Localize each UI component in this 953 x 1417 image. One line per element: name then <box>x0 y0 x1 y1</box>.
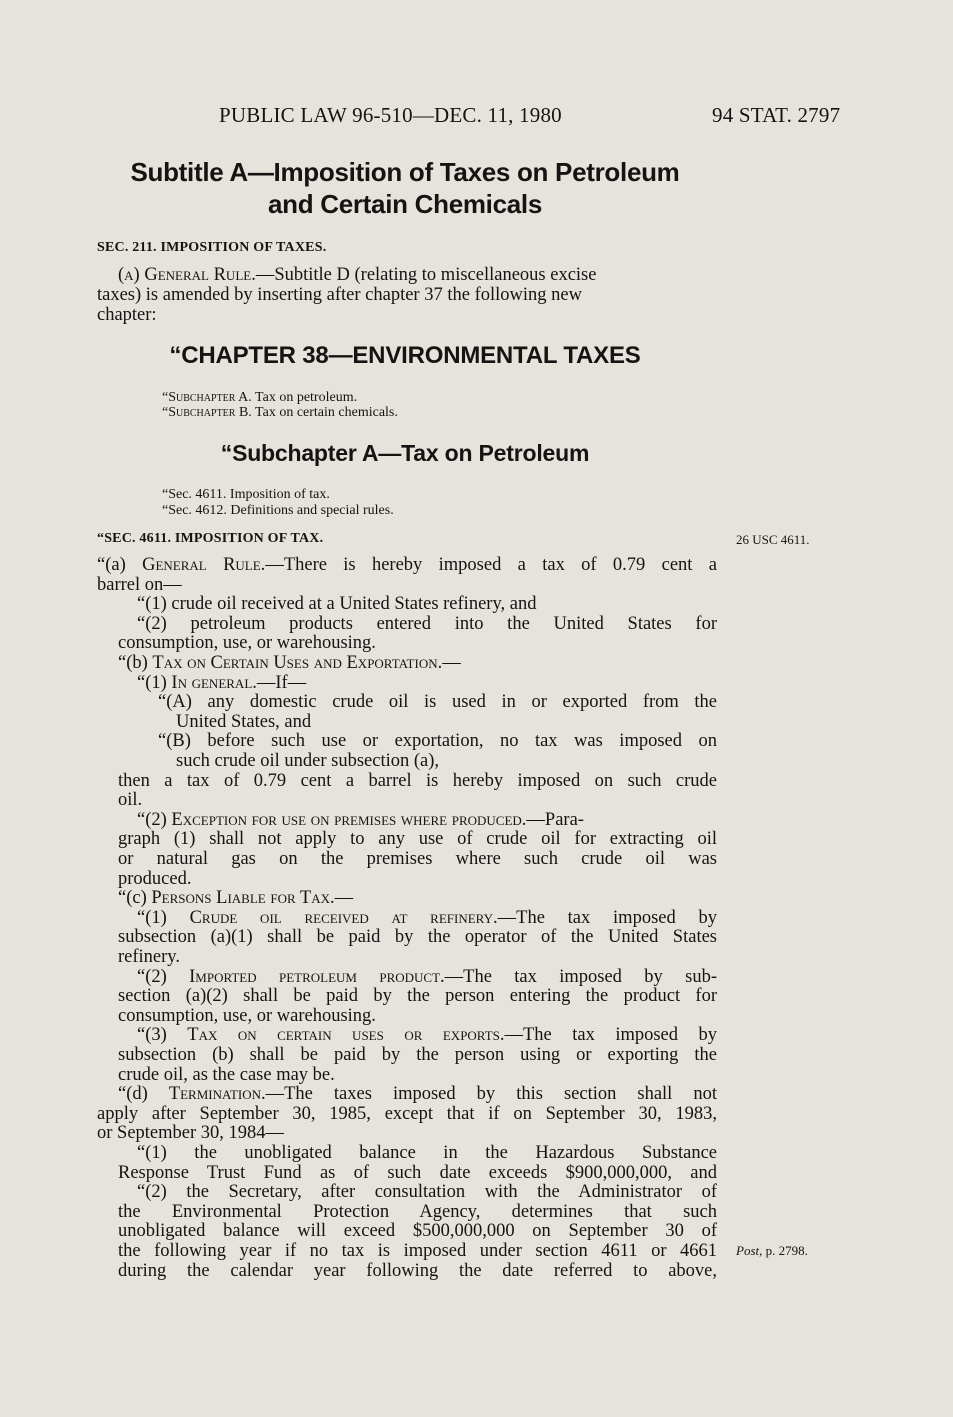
chapter-38-title: “CHAPTER 38—ENVIRONMENTAL TAXES <box>169 342 641 369</box>
section-4611-line <box>137 1183 717 1203</box>
section-4611-line <box>118 1066 335 1086</box>
line-text: —The tax imposed by <box>504 1025 717 1046</box>
line-text: —Para- <box>526 809 584 830</box>
section-4611-line <box>158 693 717 713</box>
run-in-heading: Tax on Certain Uses and Exportation. <box>152 653 443 673</box>
run-in-heading: Exception for use on premises where produced. <box>171 809 527 830</box>
section-4611-line <box>97 556 717 576</box>
section-4611-line <box>118 987 717 1007</box>
line-prefix: “(1) <box>137 907 190 928</box>
line-text: “(1) the unobligated balance in the Hazardous Substance <box>137 1143 717 1163</box>
running-header-left: PUBLIC LAW 96-510—DEC. 11, 1980 <box>219 103 562 127</box>
section-4611-line <box>137 968 717 988</box>
section-4611-line <box>118 850 717 870</box>
running-header-right: 94 STAT. 2797 <box>712 103 841 127</box>
section-211-paragraph-line2: taxes) is amended by inserting after chapter 37 the following new <box>97 285 582 305</box>
section-4611-line <box>118 1262 717 1282</box>
section-4611-line <box>137 811 584 831</box>
section-4611-line <box>118 948 180 968</box>
line-prefix: “(d) <box>118 1084 169 1105</box>
run-in-heading: Crude oil received at refinery. <box>189 907 498 928</box>
line-text: “(B) before such use or exportation, no tax was imposed on <box>158 731 717 752</box>
line-text: barrel on— <box>97 574 182 595</box>
line-text: subsection (b) shall be paid by the person using or exporting the <box>118 1045 717 1065</box>
line-text: graph (1) shall not apply to any use of crude oil for extracting oil <box>118 829 717 850</box>
line-prefix: “(a) <box>97 555 143 575</box>
section-4611-line <box>137 1026 717 1046</box>
line-text: “(1) crude oil received at a United States refinery, and <box>137 594 537 615</box>
line-text: “(A) any domestic crude oil is used in or exported from the <box>158 692 717 713</box>
section-4611-line <box>118 1222 717 1242</box>
line-text: “(2) petroleum products entered into the United States for <box>137 613 717 634</box>
line-text: or natural gas on the premises where such crude oil was <box>118 849 717 869</box>
run-in-heading: In general. <box>171 672 257 693</box>
section-4611-line <box>97 1105 717 1125</box>
subchapter-toc-sec-4612: “Sec. 4612. Definitions and special rules. <box>162 503 394 518</box>
line-text: — <box>442 653 461 673</box>
line-text: —The taxes imposed by this section shall not <box>265 1084 717 1105</box>
general-rule-label: (a) General Rule. <box>118 265 256 285</box>
line-text: consumption, use, or warehousing. <box>118 1005 376 1026</box>
line-prefix: “(c) <box>118 888 152 909</box>
section-4611-line <box>97 1124 284 1144</box>
section-4611-heading: “SEC. 4611. IMPOSITION OF TAX. <box>97 531 324 546</box>
line-text: apply after September 30, 1985, except that if on September 30, 1983, <box>97 1103 717 1124</box>
section-4611-line <box>176 713 311 733</box>
section-4611-line <box>118 928 717 948</box>
line-prefix: “(2) <box>137 966 190 987</box>
section-4611-line <box>118 1085 717 1105</box>
section-4611-line <box>158 732 717 752</box>
line-prefix: “(2) <box>137 809 172 830</box>
section-4611-line <box>137 595 536 615</box>
line-text: — <box>334 888 354 909</box>
line-text: subsection (a)(1) shall be paid by the operator of the United States <box>118 927 717 948</box>
subchapter-a-title: “Subchapter A—Tax on Petroleum <box>220 440 590 466</box>
section-4611-line <box>137 1144 717 1164</box>
subtitle-heading-line1: Subtitle A—Imposition of Taxes on Petroleum <box>130 157 680 187</box>
section-4611-line <box>118 830 717 850</box>
run-in-heading: Persons Liable for Tax. <box>151 888 335 909</box>
section-211-paragraph-line3: chapter: <box>97 305 157 325</box>
line-text: unobligated balance will exceed $500,000,000 on September 30 of <box>118 1221 717 1242</box>
general-rule-text: —Subtitle D (relating to miscellaneous excise <box>255 265 597 285</box>
chapter-toc-subchapter-b: “Subchapter B. Tax on certain chemicals. <box>162 405 398 420</box>
section-4611-line <box>118 634 376 654</box>
line-text: United States, and <box>176 711 312 732</box>
section-4611-line <box>97 576 182 596</box>
line-prefix: “(1) <box>137 672 172 693</box>
section-4611-line <box>176 752 439 772</box>
line-text: “(2) the Secretary, after consultation with the Administrator of <box>137 1182 717 1203</box>
run-in-heading: General Rule. <box>142 555 266 575</box>
section-211-paragraph-line1 <box>118 266 596 286</box>
section-4611-line <box>118 1203 717 1223</box>
chapter-toc-subchapter-a: “Subchapter A. Tax on petroleum. <box>162 390 358 405</box>
line-prefix: “(b) <box>118 653 153 673</box>
section-4611-line <box>137 674 306 694</box>
subtitle-heading-line2: and Certain Chemicals <box>267 189 542 219</box>
section-4611-line <box>137 615 717 635</box>
line-text: consumption, use, or warehousing. <box>118 633 376 654</box>
section-4611-line <box>137 909 717 929</box>
section-4611-line <box>118 1046 717 1066</box>
line-prefix: “(3) <box>137 1025 188 1046</box>
line-text: —The tax imposed by <box>497 907 717 928</box>
line-text: —There is hereby imposed a tax of 0.79 cent a <box>265 555 717 575</box>
section-4611-line <box>118 654 461 674</box>
margin-note-post: Post, p. 2798. <box>736 1243 808 1258</box>
line-text: produced. <box>118 868 192 889</box>
line-text: during the calendar year following the date referred to above, <box>118 1260 717 1281</box>
section-4611-line <box>118 791 142 811</box>
line-text: refinery. <box>118 947 180 967</box>
margin-note-usc: 26 USC 4611. <box>736 532 810 547</box>
section-4611-line <box>118 1007 376 1027</box>
line-text: oil. <box>118 790 143 811</box>
run-in-heading: Termination. <box>168 1084 266 1105</box>
run-in-heading: Tax on certain uses or exports. <box>187 1025 505 1046</box>
section-4611-line <box>118 1242 717 1262</box>
line-text: —If— <box>256 672 307 693</box>
section-4611-line <box>118 1164 717 1184</box>
line-text: —The tax imposed by sub- <box>444 966 717 987</box>
section-211-heading: SEC. 211. IMPOSITION OF TAXES. <box>97 240 327 255</box>
line-text: then a tax of 0.79 cent a barrel is hereby imposed on such crude <box>118 770 717 791</box>
section-4611-line <box>118 772 717 792</box>
line-text: such crude oil under subsection (a), <box>176 751 440 771</box>
line-text: the following year if no tax is imposed under section 4611 or 4661 <box>118 1241 717 1261</box>
line-text: the Environmental Protection Agency, determines that such <box>118 1201 717 1222</box>
line-text: section (a)(2) shall be paid by the person entering the product for <box>118 986 717 1007</box>
run-in-heading: Imported petroleum product. <box>189 966 445 987</box>
section-4611-line <box>118 870 191 890</box>
line-text: or September 30, 1984— <box>97 1123 285 1144</box>
section-4611-line <box>118 889 353 909</box>
line-text: crude oil, as the case may be. <box>118 1064 335 1085</box>
line-text: Response Trust Fund as of such date exceeds $900,000,000, and <box>118 1162 717 1183</box>
subchapter-toc-sec-4611: “Sec. 4611. Imposition of tax. <box>162 487 330 502</box>
